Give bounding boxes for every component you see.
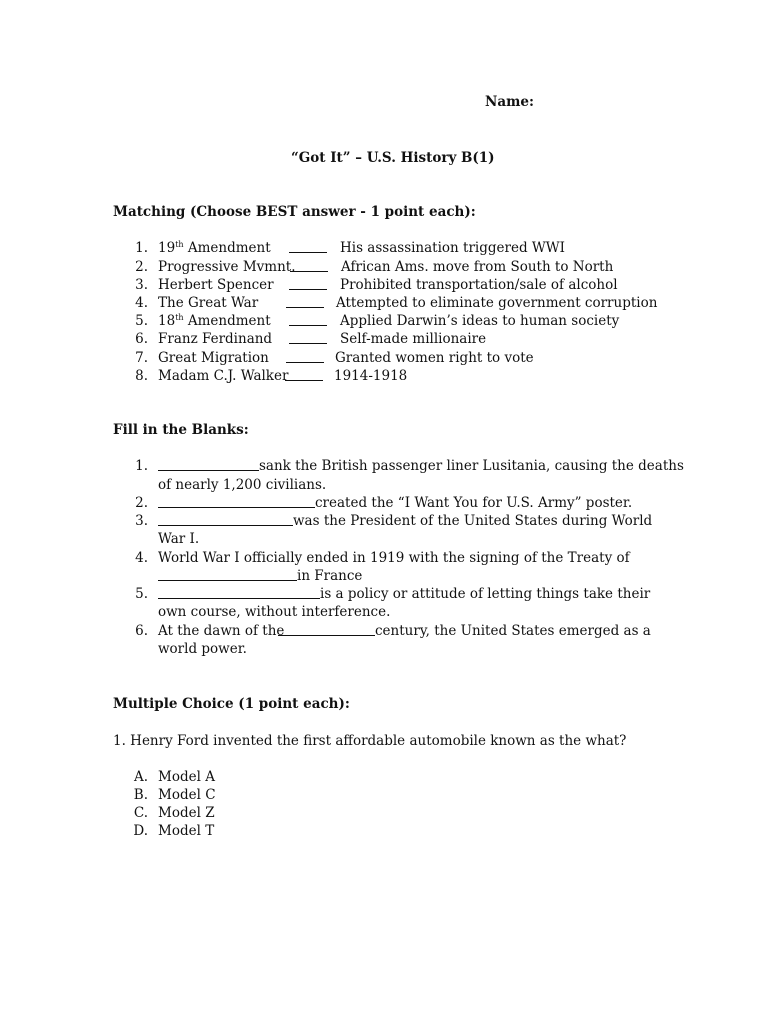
answer-blank[interactable] [158,494,315,508]
fill-blank-text: was the President of the United States during World [293,513,653,529]
fill-blank-text-continued: War I. [158,531,200,547]
answer-blank[interactable] [289,276,327,290]
fill-blank-text: century, the United States emerged as a [375,623,651,639]
fill-blank-number: 1. [135,458,148,474]
matching-description: 1914-1918 [334,368,408,384]
matching-term: Herbert Spencer [158,277,274,293]
fill-blank-text-continued: of nearly 1,200 civilians. [158,477,327,493]
option-letter: A. [133,769,148,785]
fill-blank-number: 3. [135,513,148,529]
matching-term: Great Migration [158,350,269,366]
answer-blank[interactable] [278,622,375,636]
matching-description: Granted women right to vote [335,350,534,366]
fill-blank-text: is a policy or attitude of letting things take their [320,586,651,602]
matching-description: Attempted to eliminate government corruption [336,295,658,311]
matching-description: Prohibited transportation/sale of alcohol [340,277,618,293]
fill-blank-number: 2. [135,495,148,511]
matching-number: 7. [135,350,148,366]
answer-blank[interactable] [289,239,327,253]
matching-term: Madam C.J. Walker [158,368,289,384]
fill-blank-text-continued: own course, without interference. [158,604,391,620]
option-letter: D. [133,823,148,839]
matching-number: 6. [135,331,148,347]
fill-blank-text: sank the British passenger liner Lusitania, causing the deaths [259,458,684,474]
page-title: “Got It” – U.S. History B(1) [291,150,495,166]
option-letter: B. [133,787,148,803]
answer-blank[interactable] [158,585,320,599]
name-label: Name: [485,94,534,110]
answer-blank[interactable] [289,312,327,326]
option-text: Model C [158,787,216,803]
option-text: Model A [158,769,215,785]
option-text: Model Z [158,805,215,821]
matching-number: 2. [135,259,148,275]
matching-term: The Great War [158,295,259,311]
fill-blank-number: 5. [135,586,148,602]
answer-blank[interactable] [286,294,324,308]
matching-number: 4. [135,295,148,311]
fill-blank-number: 4. [135,550,148,566]
matching-heading: Matching (Choose BEST answer - 1 point each): [113,204,476,220]
matching-term: Franz Ferdinand [158,331,273,347]
fill-blank-text: created the “I Want You for U.S. Army” poster. [315,495,633,511]
answer-blank[interactable] [158,457,259,471]
matching-number: 8. [135,368,148,384]
matching-number: 1. [135,240,148,256]
matching-description: Applied Darwin’s ideas to human society [340,313,620,329]
answer-blank[interactable] [285,367,323,381]
answer-blank[interactable] [158,567,297,581]
answer-blank[interactable] [289,330,327,344]
matching-description: His assassination triggered WWI [340,240,565,256]
question-text: 1. Henry Ford invented the first affordable automobile known as the what? [113,733,627,749]
fill-blanks-heading: Fill in the Blanks: [113,422,249,438]
matching-description: Self-made millionaire [340,331,487,347]
fill-blank-text-continued: world power. [158,641,247,657]
fill-blank-number: 6. [135,623,148,639]
fill-blank-text: At the dawn of the [158,623,285,639]
option-text: Model T [158,823,215,839]
matching-term: Progressive Mvmnt. [158,259,296,275]
answer-blank[interactable] [290,258,328,272]
matching-number: 5. [135,313,148,329]
fill-blank-text-continued: in France [297,568,363,584]
multiple-choice-heading: Multiple Choice (1 point each): [113,696,350,712]
answer-blank[interactable] [158,512,293,526]
matching-term: 18th Amendment [158,313,271,329]
matching-number: 3. [135,277,148,293]
fill-blank-text: World War I officially ended in 1919 with the signing of the Treaty of [158,550,630,566]
matching-term: 19th Amendment [158,240,271,256]
option-letter: C. [133,805,148,821]
matching-description: African Ams. move from South to North [341,259,614,275]
answer-blank[interactable] [286,349,324,363]
